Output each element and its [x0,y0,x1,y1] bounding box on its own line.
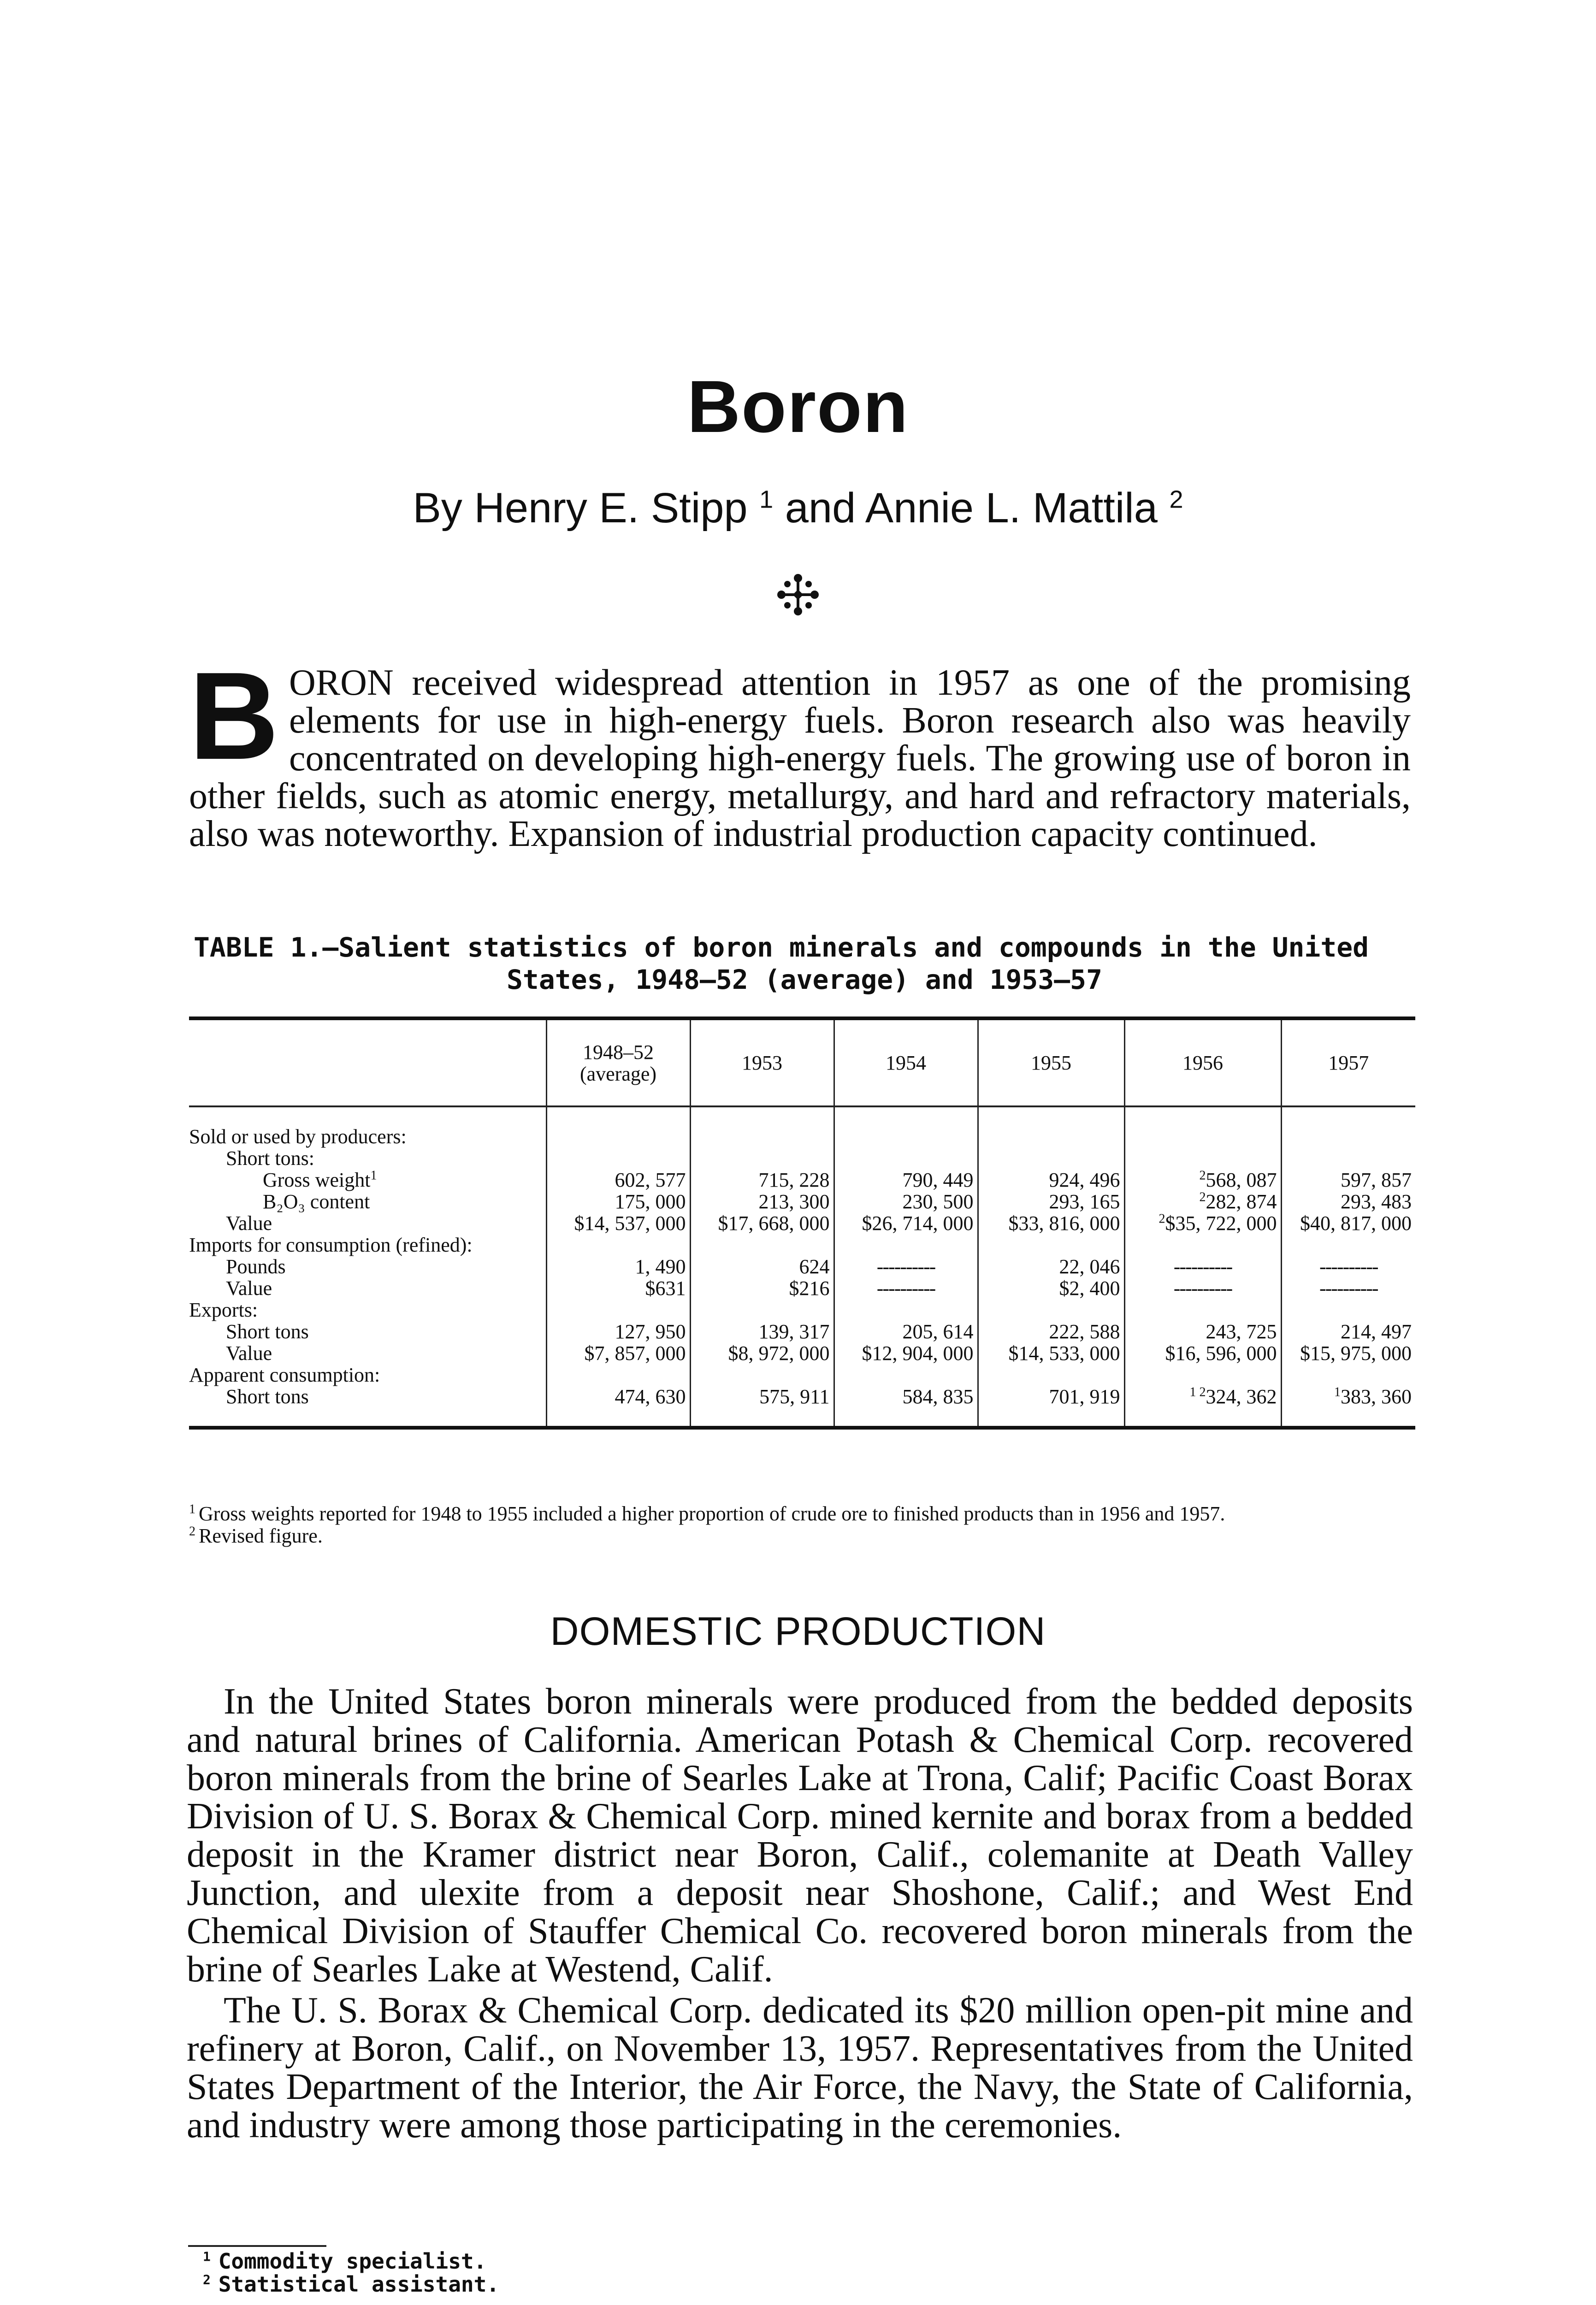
table-cell [1281,1321,1415,1342]
table-cell [1281,1342,1415,1364]
table-caption [194,931,1415,996]
table-cell [546,1364,690,1386]
table-cell-value: 282, 874 [1206,1190,1277,1213]
footnote-text: Statistical assistant. [218,2272,499,2297]
lead-text: ORON received widespread attention in 1957 as one of the promising elements for use in high-energy fuels. Boron research also was heavily concentrated on developing high-energy fuels. The growing use of boron in other fields, such as atomic energy, metallurgy, and hard and refractory materials, also was noteworthy. Expansion of industrial production capacity continued. [189,662,1411,854]
table-cell-value: 293, 165 [1049,1190,1120,1213]
table-cell-value: 701, 919 [1049,1385,1120,1408]
table-cell [1281,1169,1415,1191]
table-cell-value: ---------- [1173,1277,1232,1300]
table-note-text: Gross weights reported for 1948 to 1955 included a higher proportion of crude ore to finished products than in 1956 and 1957. [199,1502,1225,1525]
table-cell [546,1191,690,1212]
table-cell-value: 584, 835 [902,1385,974,1408]
table-cell [1124,1147,1281,1169]
table-cell [1124,1191,1281,1212]
table-cell-value: $7, 857, 000 [584,1342,686,1365]
table-row-label [189,1234,546,1256]
footnotes [203,2250,499,2296]
table-row [189,1256,1415,1277]
table-cell [546,1106,690,1147]
table-row-label [189,1299,546,1321]
table-cell [834,1277,978,1299]
table-row [189,1386,1415,1428]
table-cell-value: $33, 816, 000 [1008,1212,1120,1235]
table-cell-value: 715, 228 [758,1169,830,1191]
table-row-label-text: Gross weight [263,1169,371,1191]
salient-statistics-table [189,1017,1415,1430]
table-cell-value: 222, 588 [1049,1320,1120,1343]
table-cell-value: $2, 400 [1059,1277,1120,1300]
author-2: Annie L. Mattila [865,485,1158,532]
author-1: Henry E. Stipp [474,485,748,532]
table-cell [690,1256,834,1277]
table-row-label-text: Short tons: [226,1147,314,1170]
table-cell [1281,1364,1415,1386]
table-row-label-text: B₂O₃ content [263,1190,370,1213]
table-row-label [189,1321,546,1342]
table-cell [690,1299,834,1321]
table-row-label-text: Apparent consumption: [189,1364,380,1386]
table-cell [690,1169,834,1191]
section-heading: DOMESTIC PRODUCTION [550,1609,1046,1654]
table-cell [1281,1147,1415,1169]
table-row [189,1147,1415,1169]
table-cell [834,1191,978,1212]
table-row-label-text: Value [226,1277,272,1300]
table-cell [1124,1169,1281,1191]
table-cell-value: $15, 975, 000 [1300,1342,1412,1365]
table-cell-value: 324, 362 [1206,1385,1277,1408]
table-cell [1124,1342,1281,1364]
body-text [187,1683,1413,2145]
table-cell-note: 2 [1199,1168,1206,1183]
table-row-label-text: Imports for consumption (refined): [189,1234,473,1256]
table-cell-value: 213, 300 [758,1190,830,1213]
table-cell-value: 624 [799,1255,830,1278]
byline-conjunction: and [785,485,856,532]
table-row [189,1321,1415,1342]
table-row-label-text: Short tons [226,1320,309,1343]
table-cell [1124,1212,1281,1234]
table-cell [978,1256,1124,1277]
table-cell-note: 2 [1159,1212,1165,1226]
table-note [189,1503,1415,1525]
table-row [189,1191,1415,1212]
table-cell [834,1212,978,1234]
table-cell [690,1321,834,1342]
table-cell [690,1234,834,1256]
table-cell [978,1106,1124,1147]
table-cell [834,1147,978,1169]
page-title: Boron [687,365,909,448]
table-cell-value: $26, 714, 000 [862,1212,974,1235]
table-row-label [189,1342,546,1364]
table-cell [978,1191,1124,1212]
table-cell-value: ---------- [1173,1255,1232,1278]
table-cell [690,1342,834,1364]
table-cell [978,1277,1124,1299]
footnote [203,2250,499,2273]
table-row [189,1169,1415,1191]
table-header-4: 1955 [978,1018,1124,1106]
table-cell-value: 790, 449 [902,1169,974,1191]
author-1-note: 1 [759,485,774,514]
table-row-label [189,1169,546,1191]
table-cell [1124,1106,1281,1147]
table-cell [690,1277,834,1299]
table-cell-value: ---------- [1319,1277,1378,1300]
table-row-label [189,1191,546,1212]
table-cell [978,1364,1124,1386]
table-header-5: 1956 [1124,1018,1281,1106]
table-cell-value: 214, 497 [1341,1320,1412,1343]
table-row-label-text: Sold or used by producers: [189,1125,407,1148]
table-notes [189,1503,1415,1547]
table-cell-value: 139, 317 [758,1320,830,1343]
table-cell-value: $35, 722, 000 [1165,1212,1277,1235]
table-row-label [189,1386,546,1428]
table-cell-value: ---------- [1319,1255,1378,1278]
table-row-label-text: Value [226,1342,272,1365]
table-cell [978,1321,1124,1342]
table-cell [978,1212,1124,1234]
table-cell-value: 474, 630 [615,1385,686,1408]
author-2-note: 2 [1169,485,1183,514]
table-row [189,1364,1415,1386]
table-row-label [189,1106,546,1147]
table-cell [834,1299,978,1321]
table-cell [978,1299,1124,1321]
table-cell [1124,1256,1281,1277]
table-cell [546,1212,690,1234]
table-header-6: 1957 [1281,1018,1415,1106]
table-cell [690,1386,834,1428]
table-cell [1124,1234,1281,1256]
table-cell [978,1234,1124,1256]
table-cell [978,1386,1124,1428]
table-row [189,1277,1415,1299]
body-paragraph: The U. S. Borax & Chemical Corp. dedicated its $20 million open-pit mine and refinery at Boron, Calif., on November 13, 1957. Representatives from the United States Department of the Interior, the Air Force, the Navy, the State of California, and industry were among those participating in the ceremonies. [187,1990,1413,2145]
table-cell [834,1342,978,1364]
table-cell [1124,1321,1281,1342]
table-cell-value: 568, 087 [1206,1169,1277,1191]
table-cell-value: $14, 533, 000 [1008,1342,1120,1365]
table-cell [834,1106,978,1147]
table-row [189,1212,1415,1234]
table-row-label-note: 1 [370,1168,377,1183]
footnote-text: Commodity specialist. [218,2249,487,2274]
footnote-divider [188,2245,326,2247]
table-note [189,1525,1415,1547]
table-row [189,1106,1415,1147]
table-row-label [189,1277,546,1299]
table-row [189,1299,1415,1321]
table-cell-value: 597, 857 [1341,1169,1412,1191]
table-header-2: 1953 [690,1018,834,1106]
table-cell-note: 2 [1199,1190,1206,1205]
table-header-stub [189,1018,546,1106]
table-cell [1281,1299,1415,1321]
table-cell [978,1169,1124,1191]
footnote-mark: 2 [203,2272,219,2287]
table-note-text: Revised figure. [199,1525,323,1547]
table-header-3: 1954 [834,1018,978,1106]
table-cell [1281,1256,1415,1277]
body-paragraph: In the United States boron minerals were produced from the bedded deposits and natural brines of California. American Potash & Chemical Corp. recovered boron minerals from the brine of Searles Lake at Trona, Calif; Pacific Coast Borax Division of U. S. Borax & Chemical Corp. mined kernite and borax from a bedded deposit in the Kramer district near Boron, Calif., colemanite at Death Valley Junction, and ulexite from a deposit near Shoshone, Calif.; and West End Chemical Division of Stauffer Chemical Co. recovered boron minerals from the brine of Searles Lake at Westend, Calif. [187,1681,1413,1990]
table-cell [978,1342,1124,1364]
table-cell-value: 575, 911 [759,1385,830,1408]
table-cell [546,1234,690,1256]
table-cell [546,1386,690,1428]
table-cell [1281,1212,1415,1234]
table-cell-value: 230, 500 [902,1190,974,1213]
table-cell [1281,1191,1415,1212]
table-cell [1124,1364,1281,1386]
table-cell-value: 602, 577 [615,1169,686,1191]
table-cell-value: 293, 483 [1341,1190,1412,1213]
table-cell-value: 1, 490 [635,1255,686,1278]
table-body [189,1106,1415,1428]
table-cell [834,1234,978,1256]
table-cell-note: 1 2 [1189,1385,1206,1400]
table-cell-note: 1 [1334,1385,1341,1400]
table-row-label [189,1364,546,1386]
table-cell-value: $8, 972, 000 [728,1342,830,1365]
table-cell [690,1191,834,1212]
table-cell-value: 924, 496 [1049,1169,1120,1191]
fleuron-ornament-icon [775,572,821,618]
table-cell-value: 243, 725 [1206,1320,1277,1343]
table-cell [834,1386,978,1428]
table-cell [546,1321,690,1342]
table-caption-line-1: TABLE 1.—Salient statistics of boron minerals and compounds in the United [194,932,1369,963]
table-cell [1281,1386,1415,1428]
byline-prefix: By [413,485,462,532]
table-cell-value: $40, 817, 000 [1300,1212,1412,1235]
table-cell-value: 175, 000 [615,1190,686,1213]
table-cell [1281,1106,1415,1147]
table-row-label-text: Exports: [189,1299,258,1321]
table-cell [834,1321,978,1342]
table-row-label-text: Pounds [226,1255,286,1278]
table-row-label-text: Short tons [226,1385,309,1408]
footnote [203,2273,499,2296]
table-cell [546,1277,690,1299]
table-cell [834,1364,978,1386]
table-note-mark: 1 [189,1502,199,1517]
table-cell [1124,1277,1281,1299]
table-cell [1281,1277,1415,1299]
table-cell [546,1342,690,1364]
table-cell-value: ---------- [876,1277,935,1300]
table-cell [546,1169,690,1191]
table-cell-value: $17, 668, 000 [718,1212,830,1235]
lead-paragraph [189,647,1411,854]
byline [0,484,1596,532]
table-caption-line-2: States, 1948–52 (average) and 1953–57 [506,964,1102,995]
table-row-label-text: Value [226,1212,272,1235]
table-cell [834,1169,978,1191]
table-header-1: 1948–52 (average) [546,1018,690,1106]
table-row-label [189,1147,546,1169]
table-cell [834,1256,978,1277]
table-cell [978,1147,1124,1169]
table-cell [1124,1386,1281,1428]
table-row [189,1234,1415,1256]
table-cell [1281,1234,1415,1256]
table-note-mark: 2 [189,1524,199,1539]
table-cell [546,1256,690,1277]
table-cell [546,1299,690,1321]
table-header-row [189,1018,1415,1106]
table-cell [690,1147,834,1169]
table-cell-value: 383, 360 [1341,1385,1412,1408]
table-cell [546,1147,690,1169]
table-cell-value: ---------- [876,1255,935,1278]
table-cell-value: $216 [789,1277,830,1300]
table-row [189,1342,1415,1364]
table-cell-value: 22, 046 [1059,1255,1120,1278]
table-cell [690,1212,834,1234]
table-row-label [189,1256,546,1277]
table-cell-value: 205, 614 [902,1320,974,1343]
table-cell-value: $16, 596, 000 [1165,1342,1277,1365]
table-cell [1124,1299,1281,1321]
table-cell-value: $631 [645,1277,686,1300]
table-cell-value: $12, 904, 000 [862,1342,974,1365]
footnote-mark: 1 [203,2249,219,2264]
table-cell-value: 127, 950 [615,1320,686,1343]
table-row-label [189,1212,546,1234]
table-cell [690,1106,834,1147]
table-cell [690,1364,834,1386]
drop-cap: B [189,647,279,786]
table-cell-value: $14, 537, 000 [574,1212,686,1235]
